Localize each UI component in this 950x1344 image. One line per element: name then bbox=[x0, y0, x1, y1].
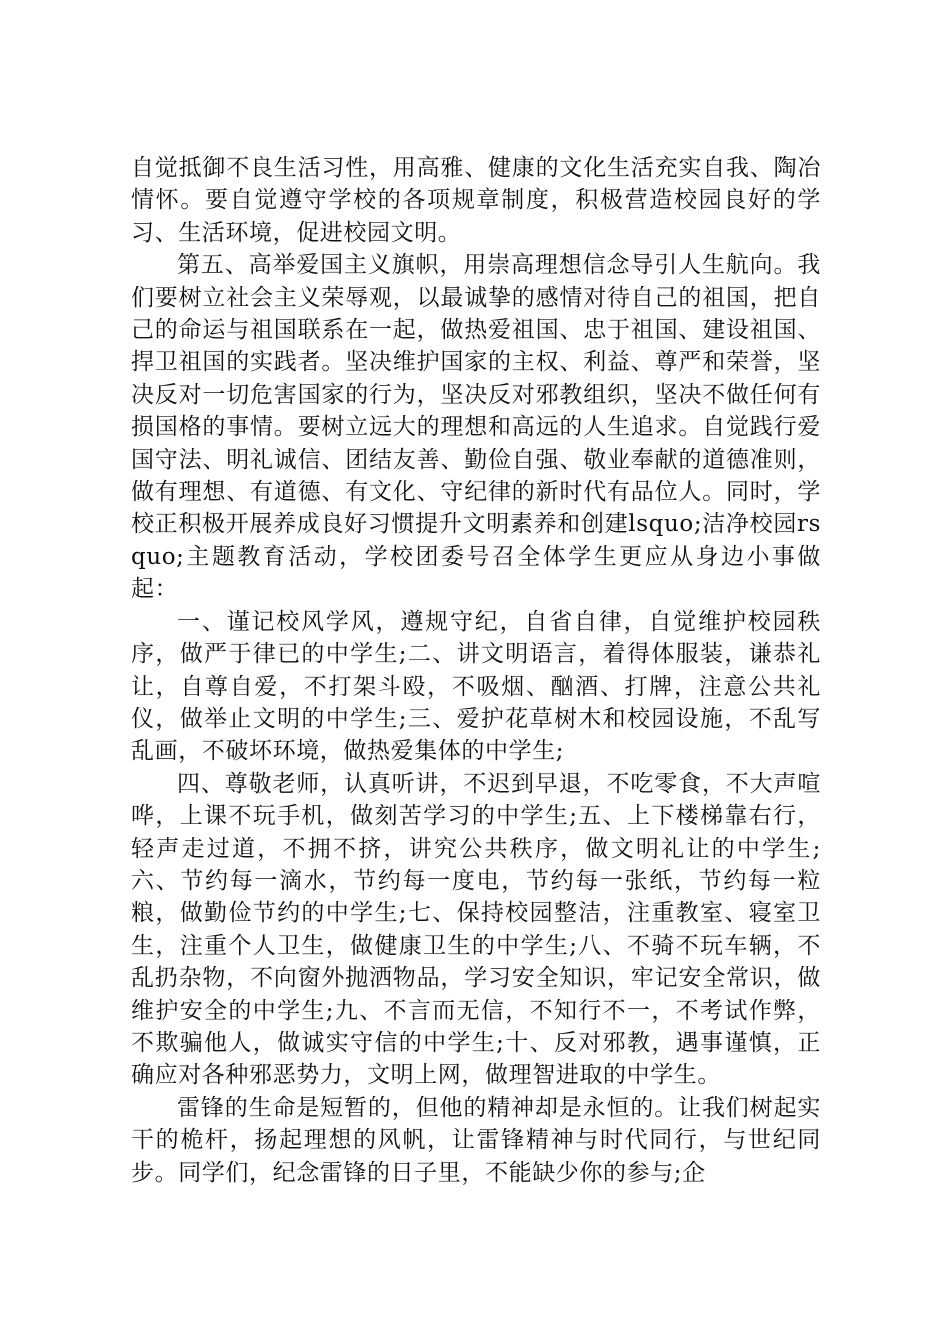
paragraph-2: 第五、高举爱国主义旗帜，用崇高理想信念导引人生航向。我们要树立社会主义荣辱观，以最诚挚的感情对待自己的祖国，把自己的命运与祖国联系在一起，做热爱祖国、忠于祖国、建设祖国、捍卫祖国的实践者。坚决维护国家的主权、利益、尊严和荣誉，坚决反对一切危害国家的行为，坚决反对邪教组织，坚决不做任何有损国格的事情。要树立远大的理想和高远的人生追求。自觉践行爱国守法、明礼诚信、团结友善、勤俭自强、敬业奉献的道德准则，做有理想、有道德、有文化、守纪律的新时代有品位人。同时，学校正积极开展养成良好习惯提升文明素养和创建lsquo;洁净校园rsquo;主题教育活动，学校团委号召全体学生更应从身边小事做起： bbox=[131, 252, 821, 603]
paragraph-4: 四、尊敬老师，认真听讲，不迟到早退，不吃零食，不大声喧哗，上课不玩手机，做刻苦学习的中学生;五、上下楼梯靠右行，轻声走过道，不拥不挤，讲究公共秩序，做文明礼让的中学生;六、节约每一滴水，节约每一度电，节约每一张纸，节约每一粒粮，做勤俭节约的中学生;七、保持校园整洁，注重教室、寝室卫生，注重个人卫生，做健康卫生的中学生;八、不骑不玩车辆，不乱扔杂物，不向窗外抛洒物品，学习安全知识，牢记安全常识，做维护安全的中学生;九、不言而无信，不知行不一，不考试作弊，不欺骗他人，做诚实守信的中学生;十、反对邪教，遇事谨慎，正确应对各种邪恶势力，文明上网，做理智进取的中学生。 bbox=[131, 770, 821, 1089]
paragraph-5: 雷锋的生命是短暂的，但他的精神却是永恒的。让我们树起实干的桅杆，扬起理想的风帆，让雷锋精神与时代同行，与世纪同步。同学们，纪念雷锋的日子里，不能缺少你的参与;企 bbox=[131, 1094, 821, 1186]
body-text bbox=[131, 152, 821, 1189]
paragraph-1: 自觉抵御不良生活习性，用高雅、健康的文化生活充实自我、陶冶情怀。要自觉遵守学校的各项规章制度，积极营造校园良好的学习、生活环境，促进校园文明。 bbox=[131, 155, 821, 246]
paragraph-3: 一、谨记校风学风，遵规守纪，自省自律，自觉维护校园秩序，做严于律已的中学生;二、讲文明语言，着得体服装，谦恭礼让，自尊自爱，不打架斗殴，不吸烟、酗酒、打牌，注意公共礼仪，做举止文明的中学生;三、爱护花草树木和校园设施，不乱写乱画，不破坏环境，做热爱集体的中学生; bbox=[131, 608, 821, 765]
